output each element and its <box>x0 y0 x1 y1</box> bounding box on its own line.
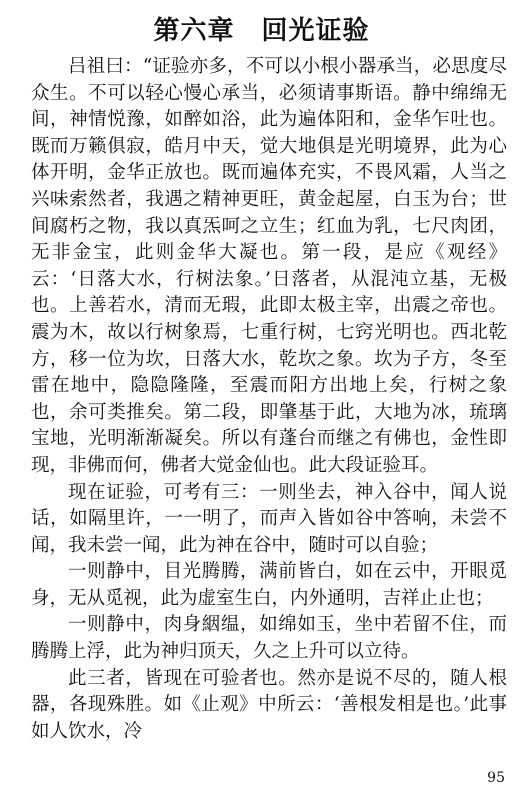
paragraph-1: 吕祖曰：“证验亦多，不可以小根小器承当，必思度尽众生。不可以轻心慢心承当，必须请事斯语。静中绵绵无间，神情悦豫，如醉如浴，此为遍体阳和，金华乍吐也。既而万籁俱寂，皓月中天，觉大地俱是光明境界，此为心体开明，金华正放也。既而遍体充实，不畏风霜，人当之兴味索然者，我遇之精神更旺，黄金起屋，白玉为台；世间腐朽之物，我以真炁呵之立生；红血为乳，七尺肉团，无非金宝，此则金华大凝也。第一段，是应《观经》云：‘日落大水，行树法象。’日落者，从混沌立基，无极也。上善若水，清而无瑕，此即太极主宰，出震之帝也。震为木，故以行树象焉，七重行树，七窍光明也。西北乾方，移一位为坎，日落大水，乾坎之象。坎为子方，冬至雷在地中，隐隐隆隆，至震而阳方出地上矣，行树之象也，余可类推矣。第二段，即肇基于此，大地为冰，琉璃宝地，光明渐渐凝矣。所以有蓬台而继之有佛也，金性即现，非佛而何，佛者大觉金仙也。此大段证验耳。 <box>31 56 507 476</box>
paragraph-3: 一则静中，目光腾腾，满前皆白，如在云中，开眼觅身，无从觅视，此为虚室生白，内外通明，吉祥止止也； <box>31 561 507 609</box>
paragraph-2: 现在证验，可考有三：一则坐去，神入谷中，闻人说话，如隔里许，一一明了，而声入皆如谷中答响，未尝不闻，我未尝一闻，此为神在谷中，随时可以自验； <box>31 481 507 556</box>
paragraph-5: 此三者，皆现在可验者也。然亦是说不尽的，随人根器，各现殊胜。如《止观》中所云：‘善根发相是也。’此事如人饮水，冷 <box>31 667 507 742</box>
chapter-title: 第六章 回光证验 <box>153 16 370 46</box>
body-text <box>31 54 507 745</box>
page-number: 95 <box>487 770 505 786</box>
paragraph-4: 一则静中，肉身絪缊，如绵如玉，坐中若留不住，而腾腾上浮，此为神归顶天，久之上升可以立待。 <box>31 614 507 663</box>
